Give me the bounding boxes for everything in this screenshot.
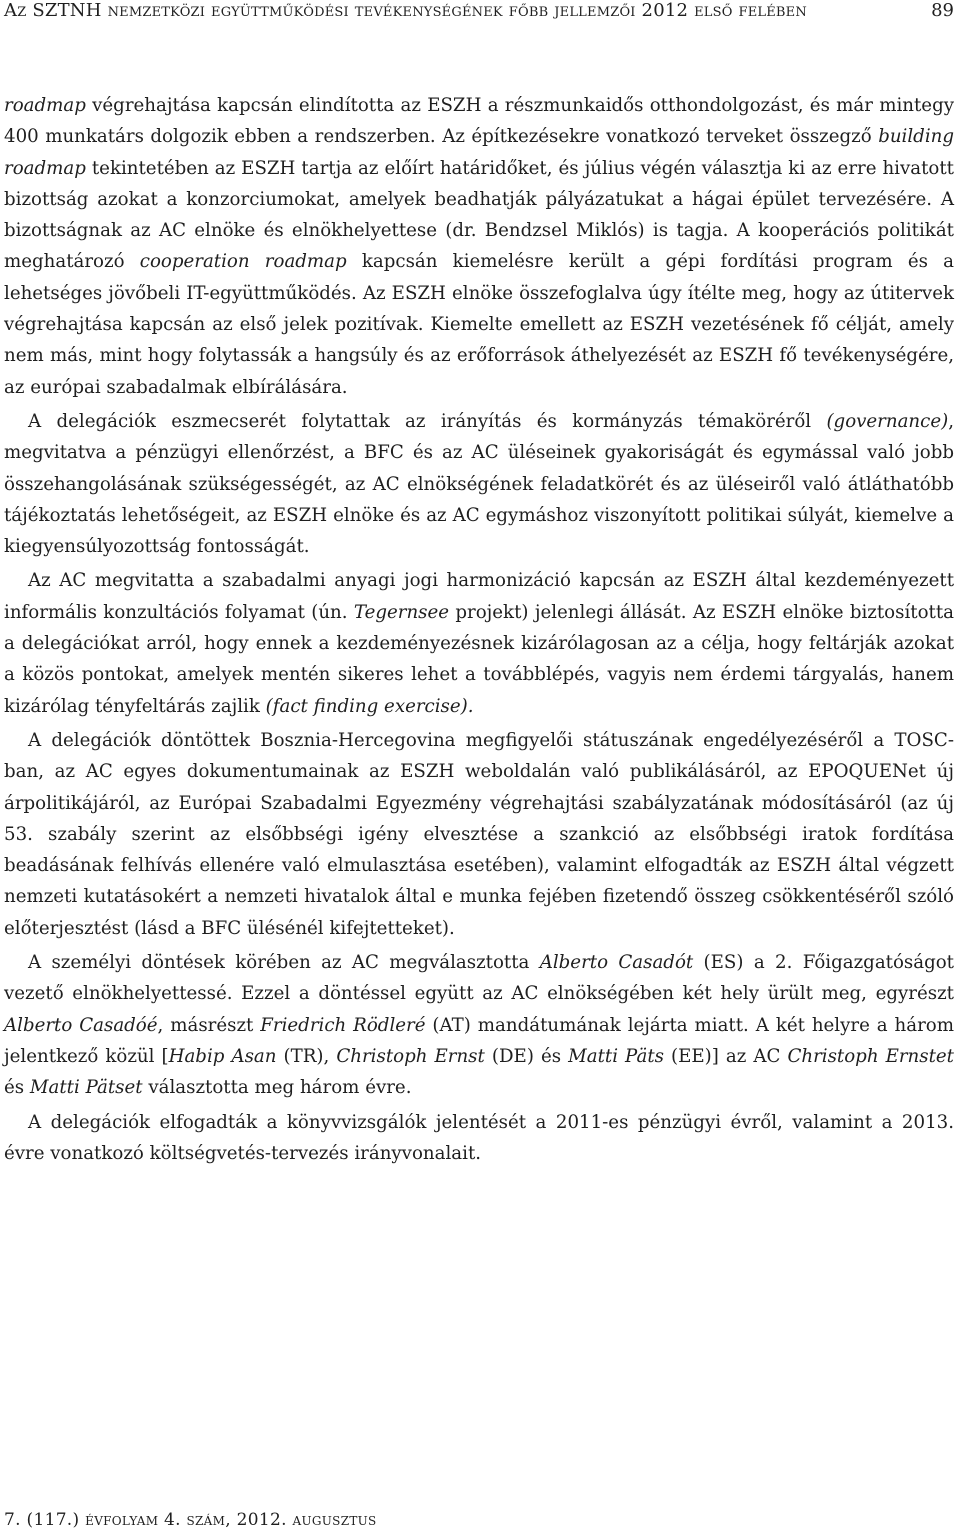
paragraph [4,1107,954,1170]
italic-text-run: (fact finding exercise). [265,695,474,717]
text-run: végrehajtása kapcsán elindította az ESZH a részmunkaidős otthondolgozást, és már mintegy 400 munkatárs dolgozik ebben a rendszerben. Az építkezésekre vonatkozó terveket összegző [4,95,954,148]
text-run: és [4,1077,30,1099]
paragraph [4,90,954,403]
text-run: A delegációk elfogadták a könyvvizsgálók jelentését a 2011-es pénzügyi évről, valamint a 2013. évre vonatkozó költségvetés-tervezés irányvonalait. [4,1111,954,1164]
italic-text-run: Christoph Ernstet [787,1045,954,1067]
issue-footer: 7. (117.) évfolyam 4. szám, 2012. augusztus [4,1510,377,1530]
running-header [0,0,960,26]
text-run: (ES) a 2. Főigazgatóságot vezető elnökhelyettessé. Ezzel a döntéssel együtt az AC elnökségében két hely ürült meg, egyrészt [4,952,954,1005]
text-run: (EE)] az AC [663,1045,788,1067]
italic-text-run: Friedrich Rödleré [260,1014,426,1036]
italic-text-run: (governance) [826,410,949,432]
italic-text-run: Matti Pätset [29,1077,143,1099]
text-run: , megvitatva a pénzügyi ellenőrzést, a BFC és az AC üléseinek gyakoriságát és egymással való jobb összehangolásának szükségességét, az AC elnökségének feladatkörét és az üléseiről való átláthatóbb tájékoztatás lehetőségeit, az ESZH elnöke és az AC egymáshoz viszonyított politikai súlyát, kiemelve a kiegyensúlyozottság fontosságát. [4,410,954,558]
text-run: projekt) jelenlegi állását. Az ESZH elnöke biztosította a delegációkat arról, hogy ennek a kezdeményezésnek kizárólagosan az a célja, hogy feltárják azokat a közös pontokat, amelyek mentén sikeres lehet a továbblépés, vagyis nem érdemi tárgyalás, hanem kizárólag tényfeltárás zajlik [4,601,954,717]
text-run: A delegációk eszmecserét folytattak az irányítás és kormányzás témaköréről [28,410,827,432]
paragraph [4,406,954,562]
italic-text-run: Tegernsee [353,601,450,623]
italic-text-run: Habip Asan [168,1045,277,1067]
text-run: tekintetében az ESZH tartja az előírt határidőket, és július végén választja ki az erre hivatott bizottság azokat a konzorciumokat, amelyek beadhatják pályázatukat a hágai épület tervezésére. A bizottságnak az AC elnöke és elnökhelyettese (dr. Bendzsel Miklós) is tagja. A kooperációs politikát meghatározó [4,157,954,273]
italic-text-run: Christoph Ernst [336,1045,485,1067]
text-run: (AT) mandátumának lejárta miatt. A két helyre a három jelentkező közül [ [4,1014,954,1067]
text-run: kapcsán kiemelésre került a gépi fordítási program és a lehetséges jövőbeli IT-együttműködés. Az ESZH elnöke összefoglalva úgy ítélte meg, hogy az útitervek végrehajtása kapcsán az első jelek pozitívak. Kiemelte emellett az ESZH vezetésének fő célját, amely nem más, mint hogy folytassák a hangsúly és az erőforrások áthelyezését az ESZH fő tevékenységére, az európai szabadalmak elbírálására. [4,251,954,398]
text-run: A személyi döntések körében az AC megválasztotta [28,952,540,974]
italic-text-run: building roadmap [4,126,954,179]
text-run: Az AC megvitatta a szabadalmi anyagi jogi harmonizáció kapcsán az ESZH által kezdeményezett informális konzultációs folyamat (ún. [4,570,954,623]
text-run: választotta meg három évre. [142,1077,412,1099]
italic-text-run: Alberto Casadóé [4,1014,158,1036]
italic-text-run: roadmap [4,95,86,116]
italic-text-run: cooperation roadmap [139,251,347,273]
paragraph [4,947,954,1103]
text-run: (TR), [276,1045,337,1067]
text-run: , másrészt [157,1014,261,1036]
body-text [4,90,954,1172]
text-run: A delegációk döntöttek Bosznia-Hercegovina megfigyelői státuszának engedélyezéséről a TOSC-ban, az AC egyes dokumentumainak az ESZH weboldalán való publikálásáról, az EPOQUENet új árpolitikájáról, az Európai Szabadalmi Egyezmény végrehajtási szabályzatának módosításáról (az új 53. szabály szerint az elsőbbségi igény elvesztése a szankció az elsőbbségi iratok fordítása beadásának felhívás ellenére való elmulasztása esetében), valamint elfogadták az ESZH által végzett nemzeti kutatásokért a nemzeti hivatalok által e munka fejében fizetendő összeg csökkentéséről szóló előterjesztést (lásd a BFC ülésénél kifejtetteket). [4,729,954,939]
paragraph [4,725,954,944]
running-header-title: Az SZTNH nemzetközi együttműködési tevékenységének főbb jellemzői 2012 első felében [4,0,807,21]
italic-text-run: Matti Päts [568,1045,664,1067]
page-number: 89 [931,0,954,21]
paragraph [4,565,954,721]
text-run: (DE) és [484,1045,569,1067]
italic-text-run: Alberto Casadót [539,952,694,974]
